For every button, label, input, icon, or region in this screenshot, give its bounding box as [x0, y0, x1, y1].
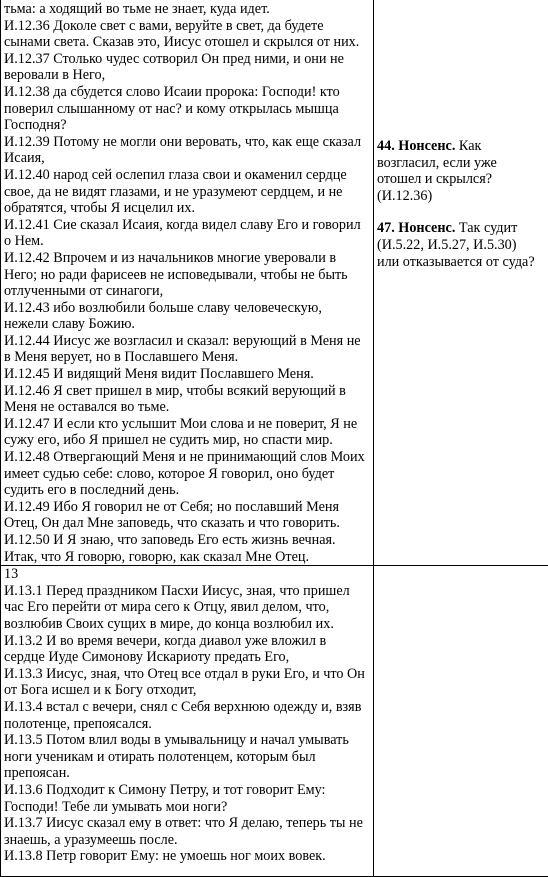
text-line: Него; но ради фарисеев не исповедывали, чтобы не быть [4, 267, 371, 284]
text-line: И.13.5 Потом влил воды в умывальницу и начал умывать [4, 732, 371, 749]
text-line: И.12.42 Впрочем и из начальников многие уверовали в [4, 250, 371, 267]
text-line: И.12.40 народ сей ослепил глаза свои и окаменил сердце [4, 167, 371, 184]
scripture-cell [1, 0, 374, 566]
table-row [1, 566, 548, 877]
text-line: сердце Иуде Симонову Искариоту предать Его, [4, 649, 371, 666]
note-47 [377, 220, 547, 270]
text-line: И.12.45 И видящий Меня видит Пославшего Меня. [4, 366, 371, 383]
text-line: обратятся, чтобы Я исцелил их. [4, 200, 371, 217]
text-line: И.12.43 ибо возлюбили больше славу человеческую, [4, 300, 371, 317]
text-line: Господня? [4, 117, 371, 134]
text-line: И.13.6 Подходит к Симону Петру, и тот говорит Ему: [4, 782, 371, 799]
text-line: И.13.7 Иисус сказал ему в ответ: что Я делаю, теперь ты не [4, 815, 371, 832]
note-text: Так судит [455, 220, 517, 236]
text-line: И.12.49 Ибо Я говорил не от Себя; но пославший Меня [4, 499, 371, 516]
note-label: 44. Нонсенс. [377, 138, 455, 154]
text-line: сынами света. Сказав это, Иисус отошел и скрылся от них. [4, 34, 371, 51]
text-line: И.12.50 И Я знаю, что заповедь Его есть жизнь вечная. [4, 532, 371, 549]
note-text: (И.5.22, И.5.27, И.5.30) [377, 237, 517, 253]
text-line: свое, да не видят глазами, и не уразумеют сердцем, и не [4, 184, 371, 201]
text-line: веровали в Него, [4, 67, 371, 84]
text-line: Господи! Тебе ли умывать мои ноги? [4, 799, 371, 816]
text-line: И.12.37 Столько чудес сотворил Он пред ними, и они не [4, 51, 371, 68]
text-line: И.12.46 Я свет пришел в мир, чтобы всякий верующий в [4, 383, 371, 400]
text-line: И.13.4 встал с вечери, снял с Себя верхнюю одежду и, взяв [4, 699, 371, 716]
text-line: имеет судью себе: слово, которое Я говорил, оно будет [4, 466, 371, 483]
note-text: возгласил, если уже [377, 155, 497, 171]
text-line: И.13.2 И во время вечери, когда диавол уже вложил в [4, 633, 371, 650]
text-line: Меня не оставался во тьме. [4, 399, 371, 416]
text-line: в Меня верует, но в Пославшего Меня. [4, 349, 371, 366]
text-line: Отец, Он дал Мне заповедь, что сказать и что говорить. [4, 515, 371, 532]
text-line: от Бога исшел и к Богу отходит, [4, 682, 371, 699]
notes-cell-empty [374, 566, 548, 877]
note-text: (И.12.36) [377, 188, 432, 204]
notes-cell [374, 0, 548, 566]
note-44 [377, 138, 547, 204]
text-line: И.12.48 Отвергающий Меня и не принимающий слов Моих [4, 449, 371, 466]
text-line: сужу его, ибо Я пришел не судить мир, но спасти мир. [4, 432, 371, 449]
text-line: Итак, что Я говорю, говорю, как сказал Мне Отец. [4, 549, 371, 566]
note-text: или отказывается от суда? [377, 254, 535, 270]
text-line: И.12.38 да сбудется слово Исаии пророка: Господи! кто [4, 84, 371, 101]
note-text: отошел и скрылся? [377, 171, 492, 187]
text-line: возлюбив Своих сущих в мире, до конца возлюбил их. [4, 616, 371, 633]
text-line: И.12.39 Потому не могли они веровать, что, как еще сказал [4, 134, 371, 151]
text-line: И.13.3 Иисус, зная, что Отец все отдал в руки Его, и что Он [4, 666, 371, 683]
table-row [1, 0, 548, 566]
note-label: 47. Нонсенс. [377, 220, 455, 236]
notes-block [377, 138, 547, 270]
text-line: поверил слышанному от нас? и кому открылась мышца [4, 101, 371, 118]
text-line: ноги ученикам и отирать полотенцем, которым был [4, 749, 371, 766]
text-line: И.13.8 Петр говорит Ему: не умоешь ног моих вовек. [4, 848, 371, 865]
text-line: полотенце, препоясался. [4, 716, 371, 733]
text-line: тьма: а ходящий во тьме не знает, куда идет. [4, 1, 371, 18]
text-line: И.12.36 Доколе свет с вами, веруйте в свет, да будете [4, 18, 371, 35]
text-line: И.13.1 Перед праздником Пасхи Иисус, зная, что пришел [4, 583, 371, 600]
text-line: И.12.41 Сие сказал Исаия, когда видел славу Его и говорил [4, 217, 371, 234]
text-line: час Его перейти от мира сего к Отцу, явил делом, что, [4, 599, 371, 616]
text-line: нежели славу Божию. [4, 316, 371, 333]
text-line: препоясан. [4, 765, 371, 782]
text-line: судить его в последний день. [4, 482, 371, 499]
note-text: Как [455, 138, 481, 154]
scripture-text [4, 583, 371, 865]
text-line: И.12.47 И если кто услышит Мои слова и не поверит, Я не [4, 416, 371, 433]
text-line: знаешь, а уразумеешь после. [4, 832, 371, 849]
text-line: Исаия, [4, 150, 371, 167]
text-line: отлученными от синагоги, [4, 283, 371, 300]
scripture-text [4, 0, 371, 565]
chapter-number: 13 [4, 566, 371, 583]
text-line: о Нем. [4, 233, 371, 250]
scripture-cell [1, 566, 374, 877]
text-line: И.12.44 Иисус же возгласил и сказал: верующий в Меня не [4, 333, 371, 350]
